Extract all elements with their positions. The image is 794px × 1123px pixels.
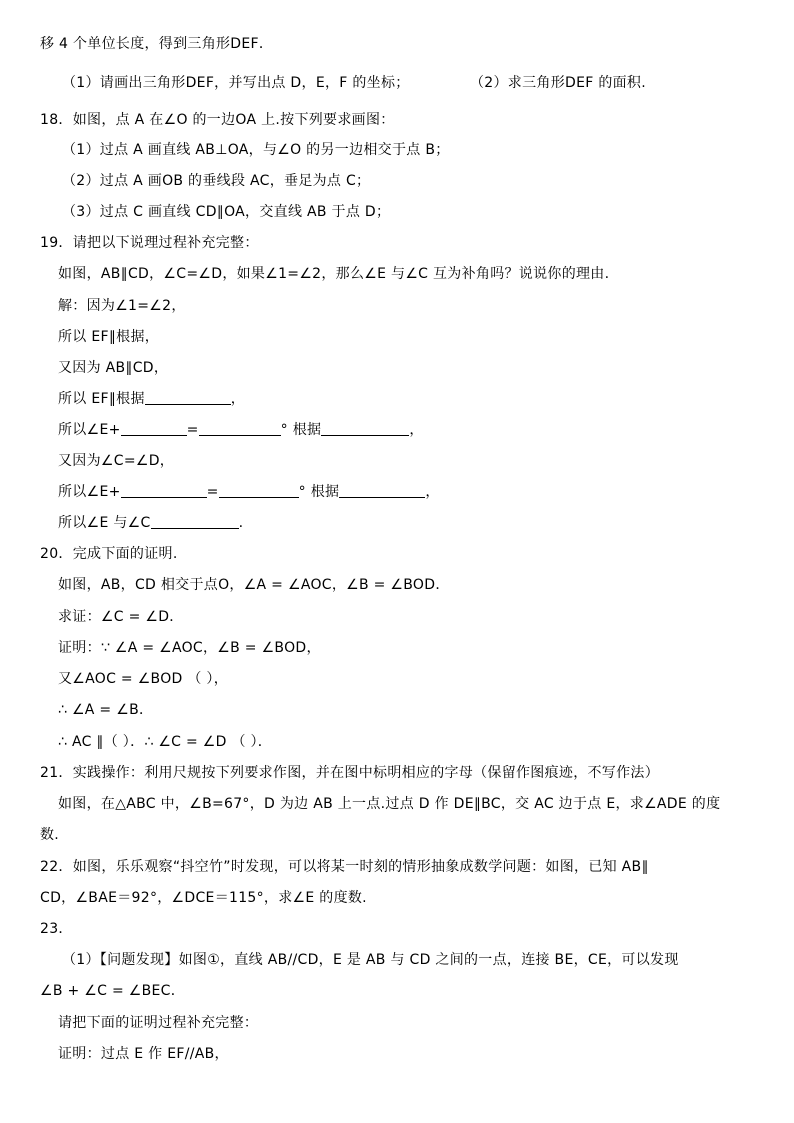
blank-answer[interactable] (339, 483, 425, 498)
q20-proof3: ∴ ∠A = ∠B． (58, 702, 154, 718)
q23-instruction: 请把下面的证明过程补充完整： (58, 1015, 259, 1031)
blank-answer[interactable] (219, 483, 299, 498)
q23-number: 23． (40, 921, 73, 937)
q17-part2: （2）求三角形DEF 的面积. (470, 75, 646, 91)
q19-step2: 所以 EF∥根据， (58, 329, 160, 345)
q19-step1: 解：因为∠1=∠2， (58, 298, 186, 314)
blank-answer[interactable] (199, 421, 281, 436)
blank-answer[interactable] (151, 514, 239, 529)
q20-proof2: 又∠AOC = ∠BOD （ ）， (58, 671, 229, 687)
q19-step7-text: 所以∠E+ (58, 484, 121, 500)
q23-equation: ∠B + ∠C = ∠BEC． (40, 983, 186, 999)
q19-step5-text: 所以∠E+ (58, 422, 121, 438)
q18-part2: （2）过点 A 画OB 的垂线段 AC，垂足为点 C； (62, 173, 371, 189)
q23-proof-start: 证明：过点 E 作 EF//AB， (58, 1046, 229, 1062)
q20-prove: 求证：∠C = ∠D． (58, 609, 184, 625)
q20-given: 如图，AB，CD 相交于点O，∠A = ∠AOC，∠B = ∠BOD． (58, 577, 450, 593)
q19-step5-eq: = (186, 422, 199, 438)
blank-answer[interactable] (321, 421, 409, 436)
q23-part1: （1）【问题发现】如图①，直线 AB//CD，E 是 AB 与 CD 之间的一点，连接 BE，CE，可以发现 (62, 952, 679, 968)
blank-answer[interactable] (121, 483, 207, 498)
blank-answer[interactable] (121, 421, 187, 436)
q17-part1: （1）请画出三角形DEF，并写出点 D，E，F 的坐标； (62, 75, 410, 91)
q19-problem: 如图，AB∥CD，∠C=∠D，如果∠1=∠2，那么∠E 与∠C 互为补角吗？说说你的理由. (58, 266, 610, 282)
q20-proof4: ∴ AC ∥（ ）．∴ ∠C = ∠D （ ）． (58, 734, 273, 750)
q22-stem: 22．如图，乐乐观察“抖空竹”时发现，可以将某一时刻的情形抽象成数学问题：如图，已知 AB∥ (40, 859, 649, 875)
q19-step7-eq: = (206, 484, 219, 500)
q19-step6: 又因为∠C=∠D， (58, 453, 175, 469)
q19-step5-basis: ° 根据 (280, 422, 322, 438)
q18-part1: （1）过点 A 画直线 AB⊥OA，与∠O 的另一边相交于点 B； (62, 142, 450, 158)
q19-step8-text: 所以∠E 与∠C (58, 515, 151, 531)
q19-step8 (58, 513, 243, 533)
q21-problem: 如图，在△ABC 中，∠B=67°，D 为边 AB 上一点.过点 D 作 DE∥BC，交 AC 边于点 E，求∠ADE 的度 (58, 796, 721, 812)
q19-step8-period: . (238, 515, 244, 531)
q19-stem: 19．请把以下说理过程补充完整： (40, 235, 259, 251)
q19-step4-text: 所以 EF∥根据 (58, 391, 145, 407)
q21-stem: 21．实践操作：利用尺规按下列要求作图，并在图中标明相应的字母（保留作图痕迹，不写作法） (40, 765, 660, 781)
q19-step4-comma: ， (230, 391, 246, 407)
q19-step7-comma: ， (425, 484, 440, 500)
q19-step7-basis: ° 根据 (298, 484, 340, 500)
q20-stem: 20．完成下面的证明. (40, 546, 178, 562)
q21-problem-cont: 数. (40, 827, 60, 843)
q18-stem: 18．如图，点 A 在∠O 的一边OA 上.按下列要求画图： (40, 112, 395, 128)
q19-step5-comma: ， (409, 422, 424, 438)
q22-stem-cont: CD，∠BAE＝92°，∠DCE＝115°，求∠E 的度数. (40, 890, 367, 906)
q20-proof1: 证明：∵ ∠A = ∠AOC，∠B = ∠BOD， (58, 640, 321, 656)
q19-step4 (58, 389, 245, 409)
line-translate: 移 4 个单位长度，得到三角形DEF． (40, 36, 274, 52)
q19-step3: 又因为 AB∥CD， (58, 360, 169, 376)
q19-step7 (58, 482, 440, 502)
q18-part3: （3）过点 C 画直线 CD∥OA，交直线 AB 于点 D； (62, 204, 391, 220)
blank-answer[interactable] (145, 390, 231, 405)
q19-step5 (58, 420, 424, 440)
